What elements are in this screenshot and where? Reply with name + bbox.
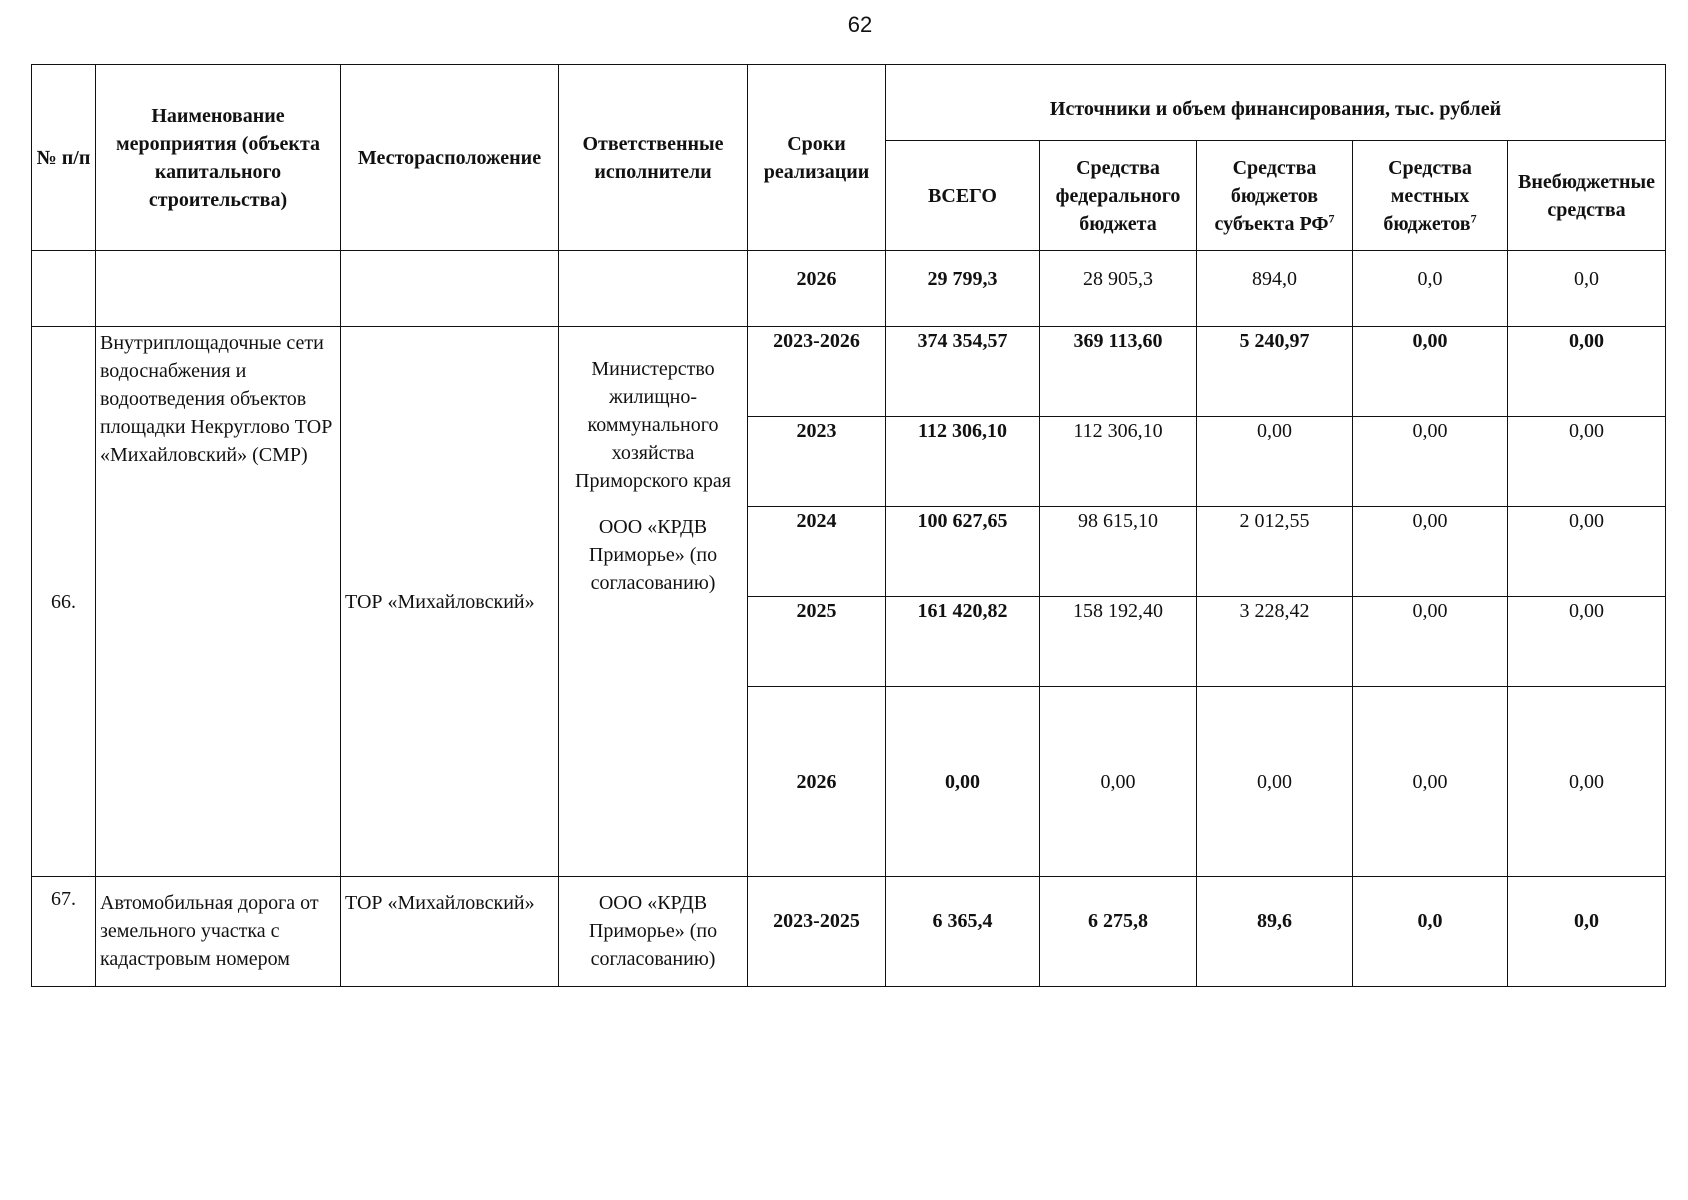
- local-cell: 0,00: [1353, 597, 1508, 687]
- responsible-krdv: ООО «КРДВ Приморье» (по согласованию): [588, 516, 718, 594]
- total-cell: 100 627,65: [886, 507, 1040, 597]
- footnote-ref: 7: [1328, 210, 1335, 225]
- item-responsible: [559, 327, 748, 877]
- federal-cell: 112 306,10: [1040, 417, 1197, 507]
- header-responsible: Ответственные исполнители: [559, 65, 748, 251]
- year-cell: 2026: [748, 687, 886, 877]
- total-cell: 112 306,10: [886, 417, 1040, 507]
- year-cell: 2025: [748, 597, 886, 687]
- year-cell: 2024: [748, 507, 886, 597]
- empty-cell: [96, 251, 341, 327]
- local-cell: 0,00: [1353, 417, 1508, 507]
- federal-cell: 98 615,10: [1040, 507, 1197, 597]
- total-cell: 29 799,3: [886, 251, 1040, 327]
- total-cell: 161 420,82: [886, 597, 1040, 687]
- header-local: [1353, 141, 1508, 251]
- header-extra: Внебюджетные средства: [1508, 141, 1666, 251]
- extra-cell: 0,00: [1508, 417, 1666, 507]
- regional-cell: 0,00: [1197, 417, 1353, 507]
- item-responsible: ООО «КРДВ Приморье» (по согласованию): [559, 877, 748, 987]
- header-location: Месторасположение: [341, 65, 559, 251]
- header-federal: Средства федерального бюджета: [1040, 141, 1197, 251]
- regional-cell: 3 228,42: [1197, 597, 1353, 687]
- table-row: [32, 251, 1666, 327]
- header-local-text: Средства местных бюджетов: [1383, 156, 1472, 235]
- footnote-ref: 7: [1470, 210, 1477, 225]
- header-regional: [1197, 141, 1353, 251]
- extra-cell: 0,00: [1508, 597, 1666, 687]
- extra-cell: 0,0: [1508, 251, 1666, 327]
- item-name: Внутриплощадочные сети водоснабжения и водоотведения объектов площадки Некруглово ТОР «Михайловский» (СМР): [96, 327, 341, 877]
- header-funding: Источники и объем финансирования, тыс. рублей: [886, 65, 1666, 141]
- regional-cell: 2 012,55: [1197, 507, 1353, 597]
- total-cell: 0,00: [886, 687, 1040, 877]
- year-cell: 2023-2025: [748, 877, 886, 987]
- page-number: 62: [847, 12, 873, 37]
- total-cell: 6 365,4: [886, 877, 1040, 987]
- empty-cell: [559, 251, 748, 327]
- federal-cell: 6 275,8: [1040, 877, 1197, 987]
- item-number: 66.: [32, 327, 96, 877]
- header-total: ВСЕГО: [886, 141, 1040, 251]
- regional-cell: 5 240,97: [1197, 327, 1353, 417]
- federal-cell: 28 905,3: [1040, 251, 1197, 327]
- header-num: № п/п: [32, 65, 96, 251]
- empty-cell: [32, 251, 96, 327]
- responsible-ministry: Министерство жилищно-коммунального хозяйства Приморского края: [575, 358, 731, 492]
- local-cell: 0,0: [1353, 877, 1508, 987]
- year-cell: 2023-2026: [748, 327, 886, 417]
- header-period: Сроки реализации: [748, 65, 886, 251]
- item-number: 67.: [32, 877, 96, 987]
- regional-cell: 0,00: [1197, 687, 1353, 877]
- header-name: Наименование мероприятия (объекта капитального строительства): [96, 65, 341, 251]
- financing-table: [31, 64, 1666, 987]
- local-cell: 0,0: [1353, 251, 1508, 327]
- total-cell: 374 354,57: [886, 327, 1040, 417]
- federal-cell: 0,00: [1040, 687, 1197, 877]
- local-cell: 0,00: [1353, 327, 1508, 417]
- regional-cell: 894,0: [1197, 251, 1353, 327]
- empty-cell: [341, 251, 559, 327]
- item-location: ТОР «Михайловский»: [341, 327, 559, 877]
- extra-cell: 0,00: [1508, 327, 1666, 417]
- year-cell: 2023: [748, 417, 886, 507]
- table-row: [32, 877, 1666, 987]
- local-cell: 0,00: [1353, 507, 1508, 597]
- federal-cell: 369 113,60: [1040, 327, 1197, 417]
- extra-cell: 0,00: [1508, 687, 1666, 877]
- federal-cell: 158 192,40: [1040, 597, 1197, 687]
- regional-cell: 89,6: [1197, 877, 1353, 987]
- item-location: ТОР «Михайловский»: [341, 877, 559, 987]
- item-name: Автомобильная дорога от земельного участка с кадастровым номером: [96, 877, 341, 987]
- year-cell: 2026: [748, 251, 886, 327]
- table-row: [32, 327, 1666, 417]
- extra-cell: 0,0: [1508, 877, 1666, 987]
- local-cell: 0,00: [1353, 687, 1508, 877]
- extra-cell: 0,00: [1508, 507, 1666, 597]
- header-regional-text: Средства бюджетов субъекта РФ: [1214, 156, 1329, 235]
